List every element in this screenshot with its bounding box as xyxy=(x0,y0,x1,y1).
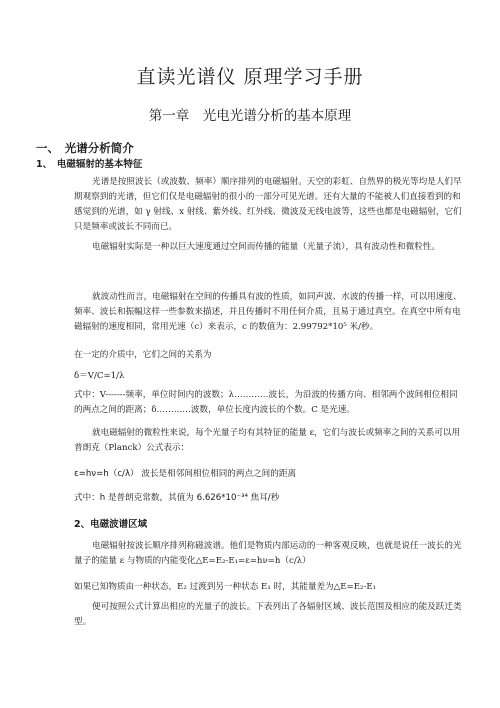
formula-planck: ε=hν=h（c/λ） 波长是相邻间相位相同的两点之间的距离 xyxy=(74,469,297,479)
paragraph-2: 电磁辐射实际是一种以巨大速度通过空间而传播的能量（光量子流），具有波动性和微粒性。 xyxy=(92,242,441,252)
formula-wavenumber: δ＝V/C=1/λ xyxy=(74,371,125,381)
paragraph-8: 电磁辐射按波长顺序排列称磁波谱。他们是物质内部运动的一种客观反映，也就是说任一波长的光量子的能量 ε 与物质的内能变化△E=E₂-E₁=ε=hν=h（c/λ） xyxy=(74,541,462,566)
paragraph-3: 就波动性而言，电磁辐射在空间的传播具有波的性质，如同声波、水波的传播一样，可以用速度、频率、波长和振幅这样一些参数来描述，并且传播时不用任何介质，且易于通过真空。在真空中所有电磁辐射的速度相同，常用光速（c）来表示，c 的数值为：2.99792*10⁵ 米/秒。 xyxy=(74,292,462,332)
paragraph-10: 便可按照公式计算出相应的光量子的波长。下表列出了各辐射区域、波长范围及相应的能及跃迁类型。 xyxy=(74,602,462,627)
paragraph-6: 就电磁辐射的微粒性来说，每个光量子均有其特征的能量 ε，它们与波长或频率之间的关系可以用普朗克（Planck）公式表示： xyxy=(74,428,461,453)
subsection-heading-2: 2、电磁波谱区域 xyxy=(74,519,148,530)
paragraph-5: 式中：V-------频率，单位时间内的波数；λ…………波长，为沿波的传播方向、相邻两个波间相位相同的两点之间的距离；δ…………波数，单位长度内波长的个数。C 是光速。 xyxy=(74,390,458,415)
subsection-heading: 1、 电磁辐射的基本特征 xyxy=(36,159,143,170)
document-title: 直读光谱仪 原理学习手册 xyxy=(136,66,364,88)
paragraph-4: 在一定的介质中，它们之间的关系为 xyxy=(74,350,212,360)
chapter-heading: 第一章 光电光谱分析的基本原理 xyxy=(148,108,352,124)
paragraph-1: 光谱是按照波长（或波数、频率）顺序排列的电磁辐射。天空的彩虹、自然界的极光等均是人们早期观察到的光谱，但它们仅是电磁辐射的很小的一部分可见光谱。还有大量的不能被人们直接看到的和感觉到的光谱，如 γ 射线、x 射线、紫外线、红外线、微波及无线电波等，这些也都是电磁辐射，它们只是频率或波长不同而已。 xyxy=(74,177,462,232)
paragraph-9: 如果已知物质由一种状态，E₂ 过渡到另一种状态 E₁ 时，其能量差为△E=E₂-E₁ xyxy=(74,582,377,592)
section-heading: 一、 光谱分析简介 xyxy=(36,141,134,155)
paragraph-7: 式中：h 是普朗克常数，其值为 6.626*10⁻³⁴ 焦耳/秒 xyxy=(74,493,280,503)
